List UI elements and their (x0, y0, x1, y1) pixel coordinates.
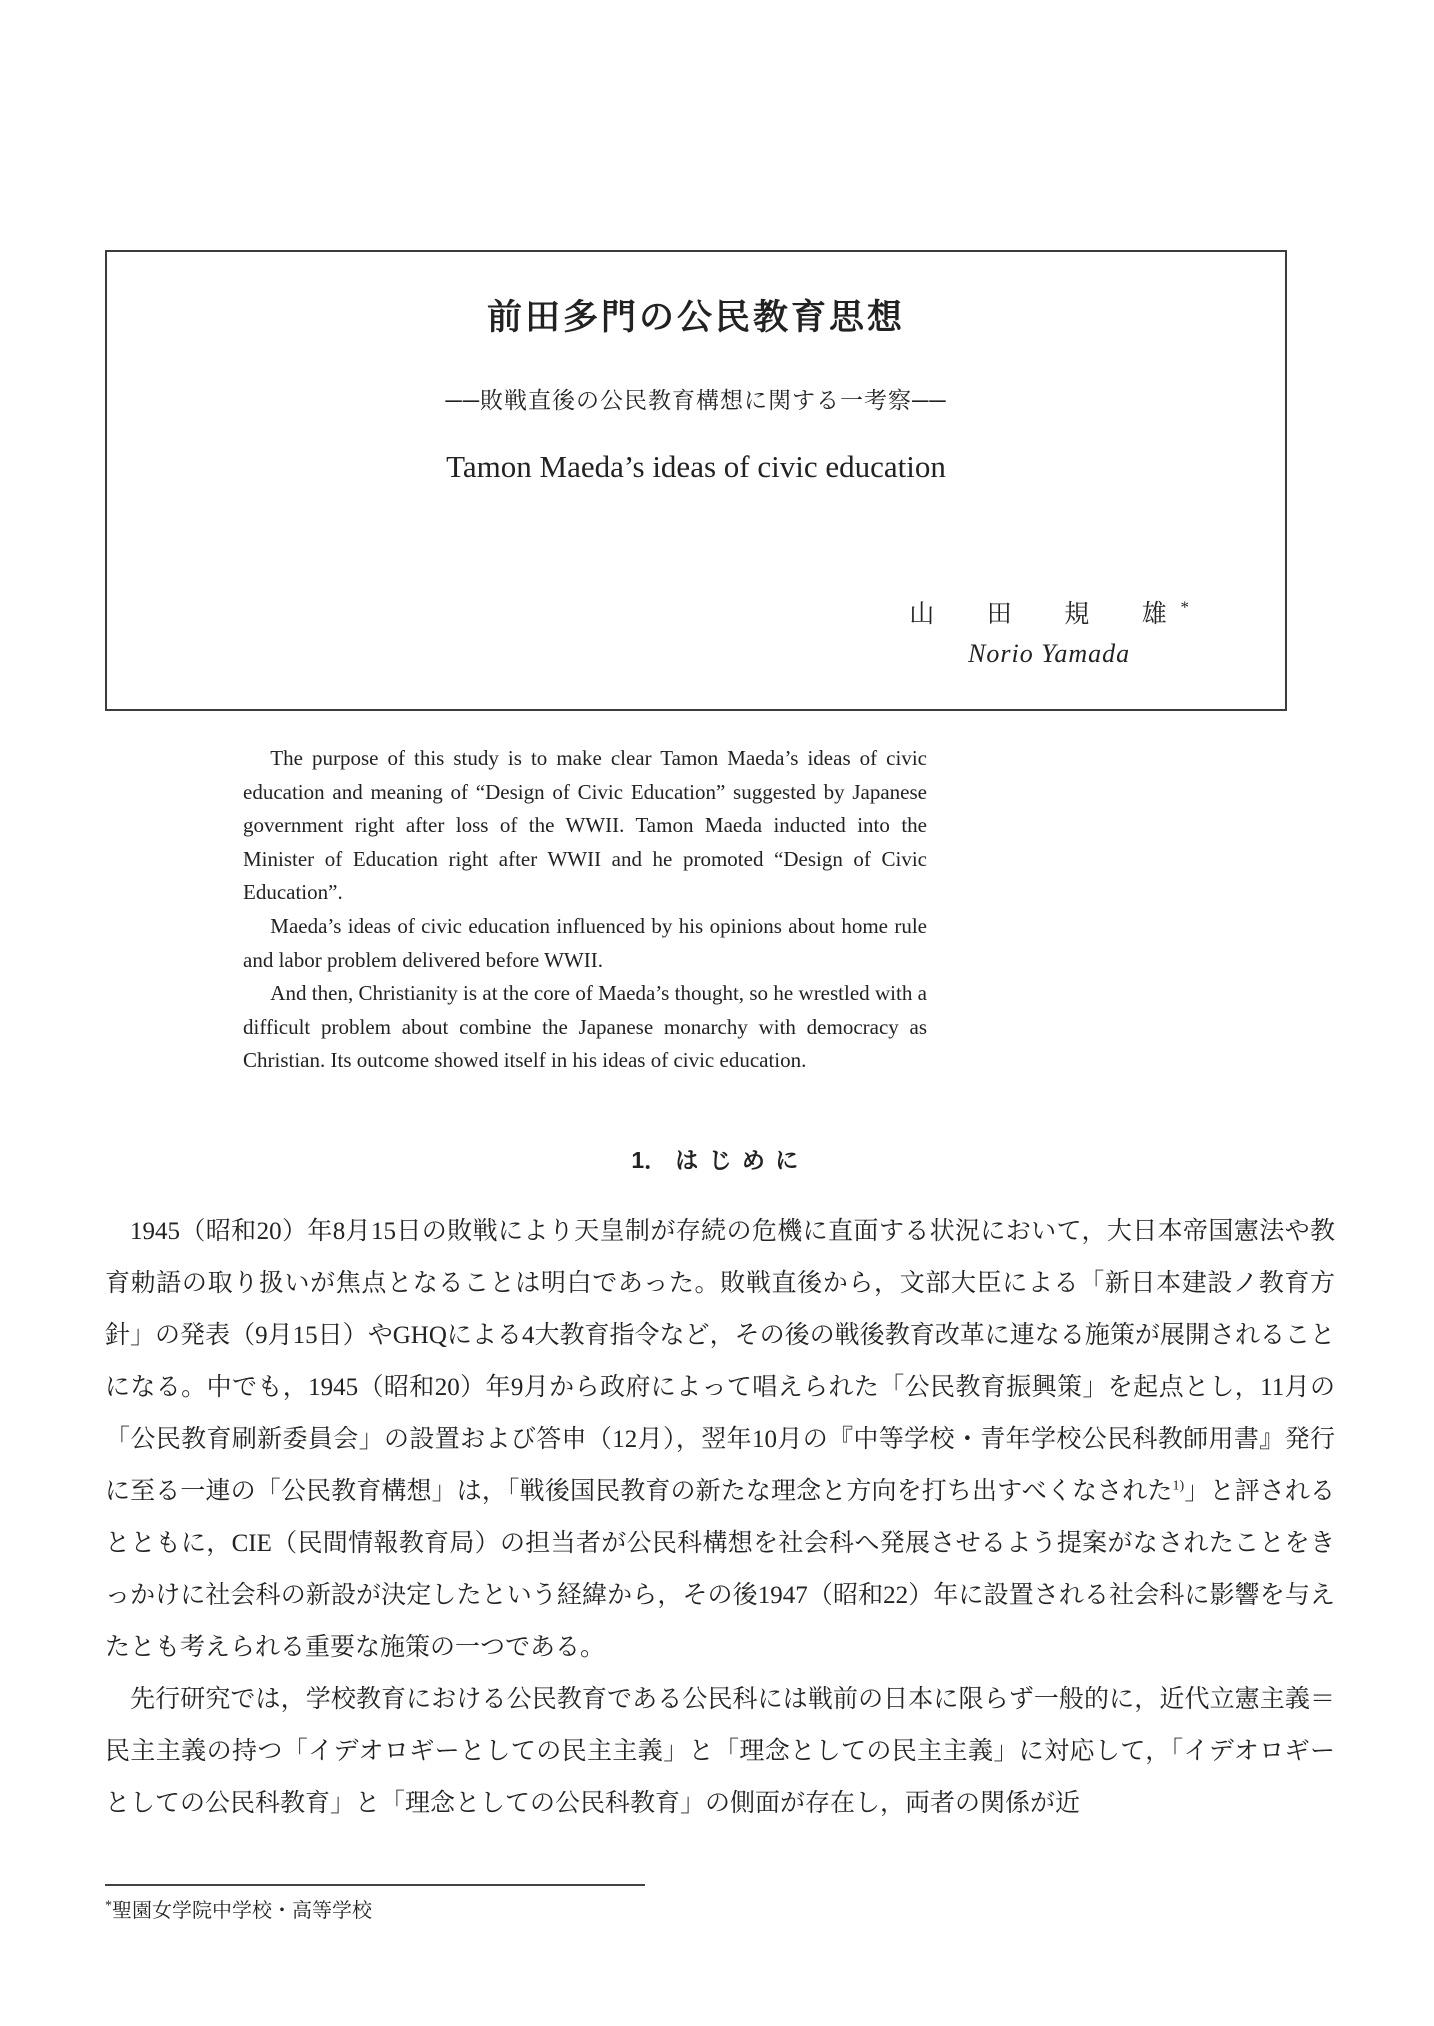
body-text (105, 1206, 1335, 1830)
paper-title-english: Tamon Maeda’s ideas of civic education (446, 449, 946, 484)
abstract-paragraph-1: The purpose of this study is to make clear Tamon Maeda’s ideas of civic education and meaning of “Design of Civic Education” suggested by Japanese government right after loss of the WWII. Tamon Maeda inducted into the Minister of Education right after WWII and he promoted “Design of Civic Education”. (243, 746, 927, 905)
section-heading (105, 1142, 1335, 1175)
author-name-japanese (909, 594, 1189, 630)
body-paragraph-1 (105, 1206, 1335, 1674)
body-paragraph-1-text-after-note: 」と評されるとともに，CIE（民間情報教育局）の担当者が公民科構想を社会科へ発展させるよう提案がなされたことをきっかけに社会科の新設が決定したという経緯から，その後1947（昭和22）年に設置される社会科に影響を与えたとも考えられる重要な施策の一つである。 (105, 1478, 1335, 1661)
author-name-english: Norio Yamada (968, 639, 1131, 668)
footnote-text: 聖園女学院中学校・高等学校 (112, 1900, 372, 1922)
author-block (909, 594, 1189, 669)
footnote-reference-1: 1) (1172, 1478, 1185, 1494)
section-number: 1． (631, 1147, 668, 1173)
author-affiliation-mark: * (1180, 597, 1189, 617)
abstract-paragraph-3: And then, Christianity is at the core of Maeda’s thought, so he wrestled with a difficult problem about combine the Japanese monarchy with democracy as Christian. Its outcome showed itself in his ideas of civic education. (243, 981, 927, 1073)
body-paragraph-1-text-before-note: 1945（昭和20）年8月15日の敗戦により天皇制が存続の危機に直面する状況において，大日本帝国憲法や教育勅語の取り扱いが焦点となることは明白であった。敗戦直後から，文部大臣による「新日本建設ノ教育方針」の発表（9月15日）やGHQによる4大教育指令など，その後の戦後教育改革に連なる施策が展開されることになる。中でも，1945（昭和20）年9月から政府によって唱えられた「公民教育振興策」を起点とし，11月の「公民教育刷新委員会」の設置および答申（12月），翌年10月の『中等学校・青年学校公民科教師用書』発行に至る一連の「公民教育構想」は，「戦後国民教育の新たな理念と方向を打ち出すべくなされた (105, 1218, 1335, 1505)
body-paragraph-2: 先行研究では，学校教育における公民教育である公民科には戦前の日本に限らず一般的に，近代立憲主義＝民主主義の持つ「イデオロギーとしての民主主義」と「理念としての民主主義」に対応して，「イデオロギーとしての公民科教育」と「理念としての公民科教育」の側面が存在し，両者の関係が近 (105, 1686, 1335, 1817)
abstract-block (243, 742, 927, 1078)
footnote-divider (105, 1884, 645, 1886)
abstract-paragraph-2: Maeda’s ideas of civic education influenced by his opinions about home rule and labor problem delivered before WWII. (243, 913, 927, 972)
author-name-kanji: 山 田 規 雄 (909, 601, 1181, 628)
footnote (105, 1894, 372, 1923)
footnote-affiliation-mark: * (105, 1898, 112, 1914)
title-box (105, 250, 1287, 711)
paper-title-japanese: 前田多門の公民教育思想 (486, 298, 905, 337)
paper-subtitle-japanese: ──敗戦直後の公民教育構想に関する一考察── (445, 388, 947, 413)
section-title: はじめに (675, 1147, 809, 1173)
